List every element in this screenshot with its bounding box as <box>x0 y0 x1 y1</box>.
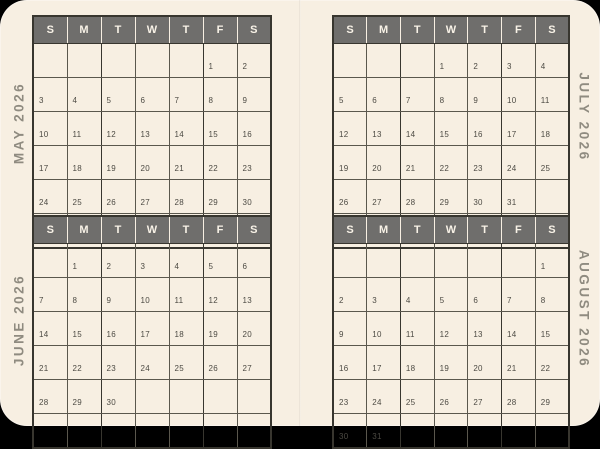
day-cell: 5 <box>333 78 367 112</box>
day-cell-empty <box>400 244 434 278</box>
day-cell-empty <box>33 44 67 78</box>
day-cell: 25 <box>400 380 434 414</box>
day-cell: 11 <box>400 312 434 346</box>
day-cell: 1 <box>535 244 569 278</box>
day-cell: 20 <box>468 346 502 380</box>
day-cell: 10 <box>33 112 67 146</box>
weekday-header: F <box>203 16 237 44</box>
day-cell: 18 <box>535 112 569 146</box>
weekday-header: T <box>468 216 502 244</box>
day-cell-empty <box>33 414 67 449</box>
day-cell: 22 <box>203 146 237 180</box>
day-cell: 29 <box>434 180 468 214</box>
calendar-grid-august-2026 <box>332 215 570 449</box>
day-cell-empty <box>237 414 271 449</box>
day-cell-empty <box>101 44 135 78</box>
day-cell: 25 <box>535 146 569 180</box>
month-label-june-2026: JUNE 2026 <box>11 273 27 367</box>
day-cell: 6 <box>135 78 169 112</box>
day-cell: 16 <box>101 312 135 346</box>
page-gutter-line <box>299 0 301 426</box>
day-cell: 7 <box>33 278 67 312</box>
weekday-header: T <box>169 216 203 244</box>
day-cell: 13 <box>367 112 401 146</box>
weekday-header: F <box>203 216 237 244</box>
day-cell: 12 <box>333 112 367 146</box>
weekday-header: S <box>237 16 271 44</box>
day-cell: 29 <box>203 180 237 214</box>
day-cell: 29 <box>67 380 101 414</box>
day-cell: 19 <box>434 346 468 380</box>
day-cell: 26 <box>203 346 237 380</box>
day-cell: 3 <box>135 244 169 278</box>
day-cell: 10 <box>367 312 401 346</box>
calendar-june-2026 <box>32 215 272 449</box>
day-cell: 24 <box>367 380 401 414</box>
day-cell: 17 <box>367 346 401 380</box>
day-cell: 15 <box>535 312 569 346</box>
day-cell: 27 <box>468 380 502 414</box>
day-cell: 20 <box>237 312 271 346</box>
day-cell: 15 <box>203 112 237 146</box>
day-cell: 14 <box>33 312 67 346</box>
day-cell: 31 <box>502 180 536 214</box>
day-cell: 16 <box>237 112 271 146</box>
day-cell: 7 <box>502 278 536 312</box>
day-cell-empty <box>333 244 367 278</box>
day-cell: 9 <box>101 278 135 312</box>
day-cell: 23 <box>333 380 367 414</box>
weekday-header: T <box>169 16 203 44</box>
day-cell-empty <box>101 414 135 449</box>
day-cell: 14 <box>502 312 536 346</box>
day-cell: 10 <box>135 278 169 312</box>
weekday-header: M <box>67 216 101 244</box>
day-cell-empty <box>135 380 169 414</box>
day-cell: 13 <box>237 278 271 312</box>
day-cell: 27 <box>135 180 169 214</box>
day-cell-empty <box>169 44 203 78</box>
day-cell: 28 <box>169 180 203 214</box>
day-cell: 2 <box>101 244 135 278</box>
day-cell: 23 <box>237 146 271 180</box>
day-cell: 25 <box>67 180 101 214</box>
day-cell: 13 <box>468 312 502 346</box>
day-cell: 22 <box>67 346 101 380</box>
day-cell: 11 <box>67 112 101 146</box>
day-cell: 12 <box>434 312 468 346</box>
day-cell-empty <box>434 244 468 278</box>
day-cell-empty <box>367 44 401 78</box>
day-cell: 31 <box>367 414 401 449</box>
calendar-may-2026 <box>32 15 272 249</box>
day-cell: 21 <box>400 146 434 180</box>
weekday-header: W <box>135 216 169 244</box>
day-cell: 23 <box>468 146 502 180</box>
day-cell: 22 <box>535 346 569 380</box>
day-cell: 17 <box>502 112 536 146</box>
day-cell: 4 <box>535 44 569 78</box>
day-cell: 19 <box>101 146 135 180</box>
day-cell: 19 <box>203 312 237 346</box>
month-label-may-2026: MAY 2026 <box>11 81 27 165</box>
day-cell: 4 <box>67 78 101 112</box>
day-cell: 26 <box>101 180 135 214</box>
day-cell: 17 <box>33 146 67 180</box>
day-cell: 5 <box>434 278 468 312</box>
weekday-header: S <box>535 216 569 244</box>
weekday-header: S <box>333 16 367 44</box>
day-cell: 30 <box>237 180 271 214</box>
weekday-header: W <box>135 16 169 44</box>
day-cell: 6 <box>237 244 271 278</box>
day-cell: 23 <box>101 346 135 380</box>
weekday-header: T <box>101 16 135 44</box>
day-cell: 6 <box>468 278 502 312</box>
day-cell: 18 <box>67 146 101 180</box>
calendar-grid-july-2026 <box>332 15 570 249</box>
calendar-grid-may-2026 <box>32 15 272 249</box>
day-cell: 15 <box>67 312 101 346</box>
weekday-header: S <box>333 216 367 244</box>
day-cell: 12 <box>203 278 237 312</box>
weekday-header: W <box>434 16 468 44</box>
day-cell-empty <box>400 44 434 78</box>
day-cell: 7 <box>169 78 203 112</box>
day-cell: 21 <box>502 346 536 380</box>
day-cell-empty <box>367 244 401 278</box>
day-cell: 20 <box>367 146 401 180</box>
day-cell-empty <box>169 380 203 414</box>
weekday-header: W <box>434 216 468 244</box>
day-cell: 20 <box>135 146 169 180</box>
month-label-july-2026: JULY 2026 <box>576 72 592 162</box>
day-cell-empty <box>203 414 237 449</box>
day-cell-empty <box>535 180 569 214</box>
day-cell: 30 <box>468 180 502 214</box>
day-cell: 7 <box>400 78 434 112</box>
day-cell-empty <box>135 44 169 78</box>
weekday-header: M <box>367 16 401 44</box>
day-cell: 30 <box>101 380 135 414</box>
weekday-header: T <box>101 216 135 244</box>
day-cell-empty <box>400 414 434 449</box>
day-cell: 2 <box>237 44 271 78</box>
day-cell: 12 <box>101 112 135 146</box>
day-cell: 25 <box>169 346 203 380</box>
day-cell: 9 <box>468 78 502 112</box>
day-cell: 14 <box>169 112 203 146</box>
day-cell: 27 <box>237 346 271 380</box>
day-cell: 8 <box>67 278 101 312</box>
day-cell: 3 <box>367 278 401 312</box>
day-cell: 4 <box>169 244 203 278</box>
day-cell-empty <box>502 414 536 449</box>
day-cell: 28 <box>33 380 67 414</box>
weekday-header: S <box>33 16 67 44</box>
day-cell: 11 <box>169 278 203 312</box>
day-cell: 22 <box>434 146 468 180</box>
day-cell: 14 <box>400 112 434 146</box>
day-cell: 18 <box>400 346 434 380</box>
day-cell: 10 <box>502 78 536 112</box>
day-cell: 26 <box>333 180 367 214</box>
weekday-header: F <box>502 216 536 244</box>
day-cell-empty <box>468 244 502 278</box>
calendar-august-2026 <box>332 215 570 449</box>
weekday-header: T <box>468 16 502 44</box>
day-cell: 24 <box>33 180 67 214</box>
weekday-header: S <box>237 216 271 244</box>
day-cell: 8 <box>535 278 569 312</box>
day-cell: 11 <box>535 78 569 112</box>
calendar-july-2026 <box>332 15 570 249</box>
weekday-header: M <box>367 216 401 244</box>
day-cell-empty <box>135 414 169 449</box>
day-cell-empty <box>468 414 502 449</box>
weekday-header: T <box>400 16 434 44</box>
day-cell: 26 <box>434 380 468 414</box>
day-cell: 9 <box>333 312 367 346</box>
day-cell: 28 <box>502 380 536 414</box>
day-cell: 1 <box>203 44 237 78</box>
day-cell: 18 <box>169 312 203 346</box>
day-cell: 13 <box>135 112 169 146</box>
day-cell: 16 <box>333 346 367 380</box>
day-cell: 16 <box>468 112 502 146</box>
day-cell: 2 <box>468 44 502 78</box>
day-cell: 8 <box>203 78 237 112</box>
day-cell-empty <box>535 414 569 449</box>
calendar-grid-june-2026 <box>32 215 272 449</box>
weekday-header: S <box>535 16 569 44</box>
month-label-august-2026: AUGUST 2026 <box>576 249 592 369</box>
day-cell: 24 <box>502 146 536 180</box>
day-cell: 19 <box>333 146 367 180</box>
day-cell-empty <box>434 414 468 449</box>
day-cell-empty <box>502 244 536 278</box>
day-cell: 1 <box>434 44 468 78</box>
weekday-header: M <box>67 16 101 44</box>
day-cell: 17 <box>135 312 169 346</box>
day-cell: 30 <box>333 414 367 449</box>
day-cell-empty <box>169 414 203 449</box>
day-cell: 2 <box>333 278 367 312</box>
day-cell: 29 <box>535 380 569 414</box>
day-cell: 9 <box>237 78 271 112</box>
day-cell: 6 <box>367 78 401 112</box>
day-cell: 1 <box>67 244 101 278</box>
day-cell-empty <box>67 44 101 78</box>
weekday-header: F <box>502 16 536 44</box>
day-cell: 24 <box>135 346 169 380</box>
day-cell-empty <box>67 414 101 449</box>
day-cell: 5 <box>101 78 135 112</box>
day-cell: 27 <box>367 180 401 214</box>
day-cell: 5 <box>203 244 237 278</box>
day-cell: 8 <box>434 78 468 112</box>
day-cell-empty <box>237 380 271 414</box>
weekday-header: S <box>33 216 67 244</box>
day-cell: 28 <box>400 180 434 214</box>
day-cell: 21 <box>33 346 67 380</box>
day-cell: 21 <box>169 146 203 180</box>
day-cell: 3 <box>502 44 536 78</box>
day-cell-empty <box>203 380 237 414</box>
weekday-header: T <box>400 216 434 244</box>
day-cell-empty <box>33 244 67 278</box>
day-cell-empty <box>333 44 367 78</box>
day-cell: 3 <box>33 78 67 112</box>
day-cell: 15 <box>434 112 468 146</box>
day-cell: 4 <box>400 278 434 312</box>
